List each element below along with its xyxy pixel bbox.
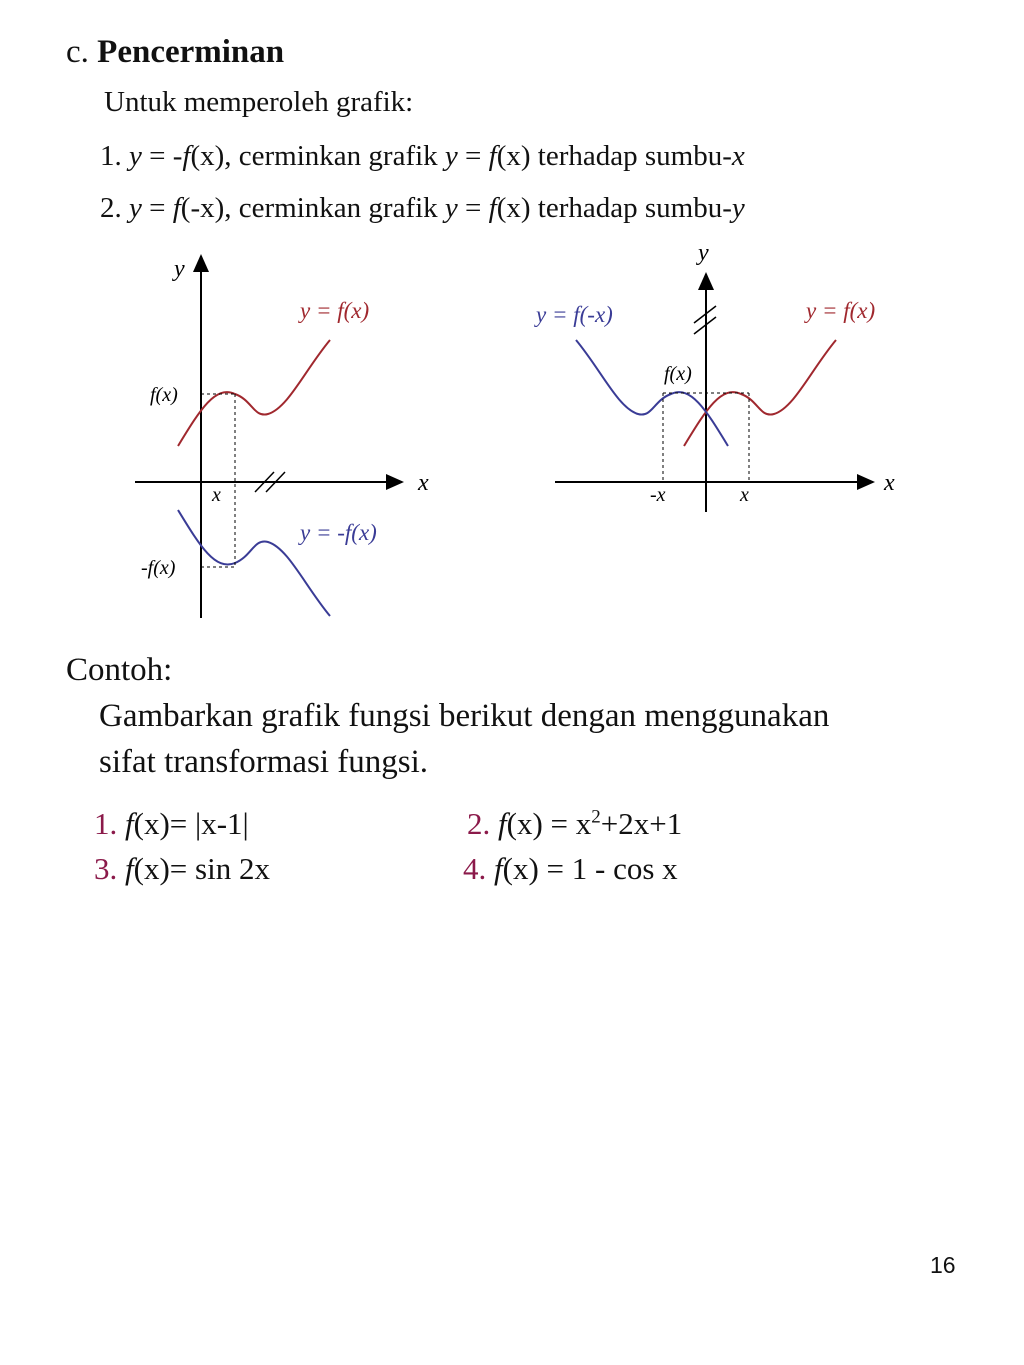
page-number: 16	[930, 1252, 956, 1278]
graph1-reflected-label: y = -f(x)	[300, 520, 377, 545]
example-expr: = x	[542, 806, 592, 841]
graph-x-reflection	[135, 256, 429, 618]
rule-base-var: y	[444, 140, 458, 172]
graph1-tick-fx: f(x)	[150, 384, 178, 406]
graph1-y-label: y	[174, 256, 185, 282]
example-number: 1.	[94, 806, 118, 841]
example-arg: (x)	[133, 806, 170, 841]
example-func: f	[125, 806, 134, 841]
example-heading: Contoh:	[66, 652, 173, 688]
rule-number: 1.	[100, 140, 122, 172]
example-arg: (x)	[506, 806, 543, 841]
rule-tail: terhadap sumbu-	[530, 192, 732, 224]
graph2-y-label: y	[698, 240, 709, 266]
graph2-tick-neg-x: -x	[650, 484, 666, 506]
rule-var: y	[129, 192, 142, 224]
graph2-tick-fx: f(x)	[664, 363, 692, 385]
graph1-curve-label: y = f(x)	[300, 298, 370, 323]
reflection-graphs	[0, 0, 1024, 640]
example-1	[94, 806, 249, 842]
rule-axis: y	[731, 192, 745, 224]
rule-func: f	[182, 140, 191, 172]
example-func: f	[125, 851, 134, 886]
example-exponent: 2	[591, 806, 601, 828]
graph-y-reflection	[534, 240, 895, 512]
rule-tail: terhadap sumbu-	[530, 140, 732, 172]
rule-axis: x	[731, 140, 745, 172]
rule-func: f	[172, 192, 181, 224]
rule-number: 2.	[100, 192, 122, 224]
rule-text: , cerminkan grafik	[224, 140, 445, 172]
graph2-x-label: x	[884, 470, 895, 496]
example-description-line2: sifat transformasi fungsi.	[99, 744, 429, 780]
example-number: 4.	[463, 851, 487, 886]
rule-base-arg: (x)	[496, 140, 531, 172]
rule-base-func: f	[488, 140, 497, 172]
example-2	[467, 806, 682, 842]
rule-base-func: f	[488, 192, 497, 224]
graph2-tick-x: x	[740, 484, 749, 506]
graph2-curve-label: y = f(x)	[806, 298, 876, 323]
example-expr: = 1 - cos x	[538, 851, 678, 886]
example-expr: = |x-1|	[169, 806, 249, 841]
example-number: 2.	[467, 806, 491, 841]
rule-base-eq: =	[457, 140, 489, 172]
example-func: f	[498, 806, 507, 841]
example-number: 3.	[94, 851, 118, 886]
example-4	[463, 851, 678, 887]
example-description-line1: Gambarkan grafik fungsi berikut dengan menggunakan	[99, 698, 830, 734]
graph2-reflected-label: y = f(-x)	[536, 302, 613, 327]
graph1-tick-neg-fx: -f(x)	[141, 557, 176, 579]
example-arg: (x)	[133, 851, 170, 886]
example-3	[94, 851, 270, 887]
rule-base-eq: =	[457, 192, 489, 224]
graph1-x-label: x	[418, 470, 429, 496]
rule-base-arg: (x)	[496, 192, 531, 224]
example-expr: = sin 2x	[169, 851, 270, 886]
example-arg: (x)	[502, 851, 539, 886]
section-prefix: c.	[66, 34, 89, 70]
intro-text: Untuk memperoleh grafik:	[104, 86, 414, 118]
example-func: f	[494, 851, 503, 886]
section-title-text: Pencerminan	[97, 34, 285, 70]
rule-text: , cerminkan grafik	[224, 192, 445, 224]
rule-arg: (x)	[190, 140, 225, 172]
rule-var: y	[129, 140, 142, 172]
rule-base-var: y	[444, 192, 458, 224]
rule-eq: =	[141, 192, 173, 224]
example-expr-tail: +2x+1	[600, 806, 683, 841]
graph1-tick-x: x	[212, 484, 221, 506]
rule-eq: = -	[141, 140, 183, 172]
rule-arg: (-x)	[180, 192, 225, 224]
